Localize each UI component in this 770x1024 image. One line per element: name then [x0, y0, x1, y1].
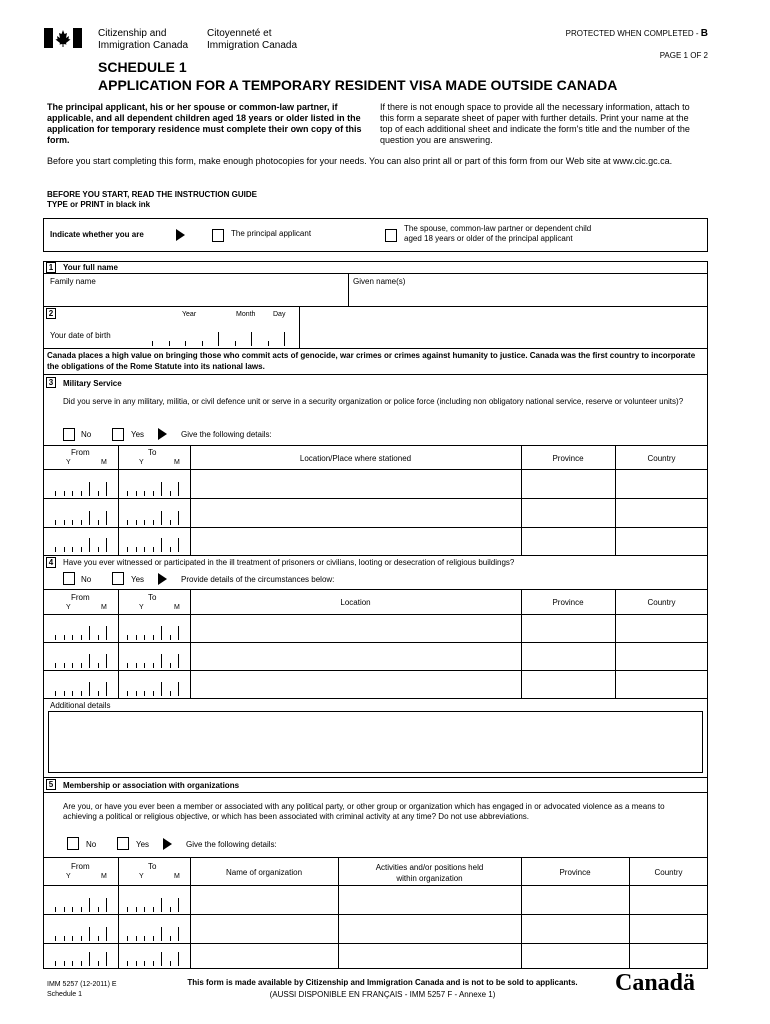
comb-tick: [64, 663, 65, 668]
given-name-label: Given name(s): [353, 277, 406, 286]
intro-left: The principal applicant, his or her spouse or common-law partner, if applicable, and all dependent children aged 18 years or older listed in the application for temporary residence must complete their own copy of this form.: [47, 102, 362, 145]
month-label: M: [174, 604, 180, 611]
province-header: Province: [559, 868, 591, 877]
comb-tick: [144, 520, 145, 525]
comb-tick: [161, 538, 162, 552]
comb-tick: [144, 663, 145, 668]
canada-wordmark: Canadä: [615, 970, 696, 996]
comb-tick: [136, 547, 137, 552]
year-label: Y: [139, 873, 144, 880]
comb-tick: [127, 907, 128, 912]
table-row[interactable]: [43, 528, 708, 554]
spouse-dependent-label: The spouse, common-law partner or dependent child aged 18 years or older of the principal applicant: [404, 224, 592, 243]
comb-tick: [153, 635, 154, 640]
comb-tick: [153, 520, 154, 525]
comb-tick: [72, 491, 73, 496]
principal-applicant-label: The principal applicant: [231, 229, 312, 238]
footer-notice: This form is made available by Citizenship and Immigration Canada and is not to be sold to applicants.: [187, 978, 578, 987]
from-label: From: [71, 448, 90, 457]
comb-tick: [72, 520, 73, 525]
comb-tick: [127, 936, 128, 941]
to-label: To: [148, 862, 157, 871]
q4-question: Have you ever witnessed or participated in the ill treatment of prisoners or civilians, looting or desecration of religious buildings?: [63, 558, 515, 567]
comb-tick: [136, 635, 137, 640]
q5-yes-checkbox[interactable]: [117, 837, 129, 850]
comb-tick: [55, 520, 56, 525]
comb-tick: [202, 341, 203, 346]
comb-tick: [170, 961, 171, 966]
month-label: M: [174, 873, 180, 880]
q5-label: Membership or association with organizations: [63, 781, 240, 790]
comb-tick: [136, 691, 137, 696]
comb-tick: [178, 927, 179, 941]
comb-tick: [170, 663, 171, 668]
arrow-icon: [163, 838, 172, 850]
comb-tick: [170, 691, 171, 696]
comb-tick: [106, 511, 107, 525]
comb-tick: [170, 520, 171, 525]
comb-tick: [89, 927, 90, 941]
location-header: Location/Place where stationed: [299, 454, 412, 463]
table-row[interactable]: [43, 915, 708, 943]
comb-tick: [127, 691, 128, 696]
comb-tick: [81, 691, 82, 696]
give-details-label: Give the following details:: [181, 430, 272, 439]
comb-tick: [136, 491, 137, 496]
question-number: 2: [46, 308, 56, 319]
principal-applicant-checkbox[interactable]: [212, 229, 224, 242]
q3-label: Military Service: [63, 379, 122, 388]
additional-details-field[interactable]: [48, 711, 703, 773]
day-label: Day: [273, 311, 286, 318]
comb-tick: [55, 961, 56, 966]
comb-tick: [98, 691, 99, 696]
additional-details-label: Additional details: [50, 701, 111, 710]
country-header: Country: [654, 868, 683, 877]
year-label: Y: [66, 873, 71, 880]
comb-tick: [178, 511, 179, 525]
comb-tick: [251, 332, 252, 346]
year-label: Y: [66, 604, 71, 611]
comb-tick: [144, 691, 145, 696]
table-row[interactable]: [43, 643, 708, 670]
comb-tick: [98, 907, 99, 912]
comb-tick: [153, 907, 154, 912]
comb-tick: [170, 907, 171, 912]
comb-tick: [98, 547, 99, 552]
comb-tick: [55, 491, 56, 496]
year-label: Y: [139, 604, 144, 611]
comb-tick: [161, 482, 162, 496]
q5-question: Are you, or have you ever been a member or associated with any political party, or other group or organization which has engaged in or advocated violence as a means to achieving a political or religious objective, or which has been associated with criminal activity at any time? Do not use abbreviations.: [63, 802, 665, 821]
month-label: Month: [236, 311, 256, 318]
arrow-icon: [176, 229, 185, 241]
comb-tick: [106, 952, 107, 966]
indicate-label: Indicate whether you are: [50, 230, 144, 239]
date-of-birth-field[interactable]: [150, 322, 295, 347]
comb-tick: [284, 332, 285, 346]
comb-tick: [89, 654, 90, 668]
form-title: APPLICATION FOR A TEMPORARY RESIDENT VISA MADE OUTSIDE CANADA: [98, 77, 618, 93]
month-label: M: [101, 604, 107, 611]
comb-tick: [106, 654, 107, 668]
read-guide: BEFORE YOU START, READ THE INSTRUCTION GUIDE: [47, 190, 257, 199]
comb-tick: [106, 538, 107, 552]
comb-tick: [64, 635, 65, 640]
comb-tick: [55, 907, 56, 912]
comb-tick: [98, 961, 99, 966]
comb-tick: [106, 927, 107, 941]
comb-tick: [64, 936, 65, 941]
from-label: From: [71, 862, 90, 871]
comb-tick: [72, 691, 73, 696]
canada-flag-icon: [44, 28, 82, 48]
comb-tick: [89, 538, 90, 552]
year-label: Y: [139, 459, 144, 466]
activities-header: Activities and/or positions held within organization: [375, 863, 484, 883]
comb-tick: [161, 511, 162, 525]
q4-yes-checkbox[interactable]: [112, 572, 124, 585]
country-header: Country: [647, 598, 676, 607]
comb-tick: [55, 691, 56, 696]
q3-no-checkbox[interactable]: [63, 428, 75, 441]
schedule-title: SCHEDULE 1: [98, 59, 187, 75]
table-row[interactable]: [43, 671, 708, 698]
q5-no-checkbox[interactable]: [67, 837, 79, 850]
comb-tick: [136, 936, 137, 941]
comb-tick: [55, 663, 56, 668]
month-label: M: [101, 873, 107, 880]
comb-tick: [98, 635, 99, 640]
comb-tick: [64, 520, 65, 525]
comb-tick: [72, 961, 73, 966]
comb-tick: [81, 635, 82, 640]
comb-tick: [72, 663, 73, 668]
year-label: Year: [182, 311, 197, 318]
q3-question: Did you serve in any military, militia, or civil defence unit or serve in a security organization or police force (including non obligatory national service, reserve or volunteer units)?: [63, 397, 684, 406]
family-name-field[interactable]: [50, 289, 344, 305]
comb-tick: [98, 663, 99, 668]
comb-tick: [106, 626, 107, 640]
comb-tick: [127, 491, 128, 496]
department-name-en: Citizenship and Immigration Canada: [98, 28, 189, 51]
yes-label: Yes: [136, 840, 150, 849]
form-number: IMM 5257 (12-2011) E Schedule 1: [47, 981, 117, 998]
yes-label: Yes: [131, 575, 145, 584]
comb-tick: [136, 520, 137, 525]
location-header: Location: [340, 598, 371, 607]
type-print: TYPE or PRINT in black ink: [47, 200, 151, 209]
comb-tick: [72, 907, 73, 912]
comb-tick: [98, 520, 99, 525]
no-label: No: [81, 575, 92, 584]
comb-tick: [170, 936, 171, 941]
no-label: No: [86, 840, 97, 849]
comb-tick: [64, 961, 65, 966]
comb-tick: [170, 491, 171, 496]
comb-tick: [127, 547, 128, 552]
comb-tick: [170, 547, 171, 552]
comb-tick: [161, 654, 162, 668]
comb-tick: [161, 952, 162, 966]
table-row[interactable]: [43, 615, 708, 642]
question-number: 1: [46, 262, 56, 273]
comb-tick: [64, 907, 65, 912]
comb-tick: [153, 491, 154, 496]
comb-tick: [268, 341, 269, 346]
comb-tick: [127, 520, 128, 525]
comb-tick: [178, 952, 179, 966]
table-row[interactable]: [43, 944, 708, 968]
comb-tick: [144, 936, 145, 941]
arrow-icon: [158, 573, 167, 585]
comb-tick: [72, 547, 73, 552]
comb-tick: [178, 482, 179, 496]
comb-tick: [98, 491, 99, 496]
comb-tick: [144, 547, 145, 552]
give-details-label: Give the following details:: [186, 840, 277, 849]
province-header: Province: [552, 454, 584, 463]
country-header: Country: [647, 454, 676, 463]
comb-tick: [81, 547, 82, 552]
to-label: To: [148, 448, 157, 457]
comb-tick: [178, 898, 179, 912]
comb-tick: [161, 682, 162, 696]
comb-tick: [235, 341, 236, 346]
comb-tick: [81, 491, 82, 496]
comb-tick: [161, 927, 162, 941]
comb-tick: [81, 936, 82, 941]
comb-tick: [153, 691, 154, 696]
rome-statute-statement: Canada places a high value on bringing those who commit acts of genocide, war crimes or crimes against humanity to justice. Canada was the first country to incorporate the obligations of the Rome Statute into its national laws.: [47, 351, 696, 371]
comb-tick: [161, 898, 162, 912]
from-label: From: [71, 593, 90, 602]
comb-tick: [127, 663, 128, 668]
comb-tick: [144, 961, 145, 966]
organization-header: Name of organization: [225, 868, 303, 877]
question-number: 4: [46, 557, 56, 568]
comb-tick: [218, 332, 219, 346]
given-name-field[interactable]: [353, 289, 703, 305]
comb-tick: [89, 511, 90, 525]
table-row[interactable]: [43, 499, 708, 527]
comb-tick: [89, 682, 90, 696]
comb-tick: [81, 520, 82, 525]
comb-tick: [81, 961, 82, 966]
question-number: 5: [46, 779, 56, 790]
comb-tick: [152, 341, 153, 346]
comb-tick: [72, 936, 73, 941]
comb-tick: [161, 626, 162, 640]
comb-tick: [169, 341, 170, 346]
year-label: Y: [66, 459, 71, 466]
protected-label: PROTECTED WHEN COMPLETED - B: [565, 28, 708, 39]
to-label: To: [148, 593, 157, 602]
comb-tick: [127, 961, 128, 966]
comb-tick: [55, 635, 56, 640]
comb-tick: [81, 663, 82, 668]
comb-tick: [64, 547, 65, 552]
comb-tick: [144, 907, 145, 912]
comb-tick: [178, 654, 179, 668]
comb-tick: [106, 482, 107, 496]
comb-tick: [98, 936, 99, 941]
comb-tick: [89, 952, 90, 966]
comb-tick: [89, 626, 90, 640]
comb-tick: [106, 682, 107, 696]
month-label: M: [101, 459, 107, 466]
comb-tick: [64, 691, 65, 696]
family-name-label: Family name: [50, 277, 96, 286]
comb-tick: [136, 907, 137, 912]
comb-tick: [153, 961, 154, 966]
month-label: M: [174, 459, 180, 466]
comb-tick: [185, 341, 186, 346]
yes-label: Yes: [131, 430, 145, 439]
comb-tick: [72, 635, 73, 640]
q4-no-checkbox[interactable]: [63, 572, 75, 585]
comb-tick: [178, 538, 179, 552]
comb-tick: [89, 898, 90, 912]
no-label: No: [81, 430, 92, 439]
comb-tick: [153, 936, 154, 941]
comb-tick: [153, 547, 154, 552]
comb-tick: [89, 482, 90, 496]
spouse-dependent-checkbox[interactable]: [385, 229, 397, 242]
comb-tick: [64, 491, 65, 496]
comb-tick: [153, 663, 154, 668]
comb-tick: [144, 635, 145, 640]
dob-label: Your date of birth: [50, 331, 111, 340]
arrow-icon: [158, 428, 167, 440]
comb-tick: [170, 635, 171, 640]
question-number: 3: [46, 377, 56, 388]
comb-tick: [106, 898, 107, 912]
q3-yes-checkbox[interactable]: [112, 428, 124, 441]
q1-label: Your full name: [63, 263, 118, 272]
comb-tick: [127, 635, 128, 640]
photocopy-note: Before you start completing this form, make enough photocopies for your needs. You can also print all or part of this form from our Web site at www.cic.gc.ca.: [47, 156, 673, 166]
comb-tick: [178, 682, 179, 696]
comb-tick: [136, 663, 137, 668]
department-name-fr: Citoyenneté et Immigration Canada: [207, 28, 298, 51]
province-header: Province: [552, 598, 584, 607]
comb-tick: [178, 626, 179, 640]
comb-tick: [55, 936, 56, 941]
table-row[interactable]: [43, 470, 708, 498]
page-number: PAGE 1 OF 2: [659, 51, 708, 60]
comb-tick: [55, 547, 56, 552]
comb-tick: [136, 961, 137, 966]
intro-right: If there is not enough space to provide all the necessary information, attach to this form a separate sheet of paper with further details. Print your name at the top of each additional sheet and indicate the form's title and the number of the question you are answering.: [380, 102, 690, 145]
provide-details-label: Provide details of the circumstances below:: [181, 575, 335, 584]
table-row[interactable]: [43, 886, 708, 914]
comb-tick: [81, 907, 82, 912]
footer-french-note: (AUSSI DISPONIBLE EN FRANÇAIS - IMM 5257 F - Annexe 1): [269, 990, 496, 999]
comb-tick: [144, 491, 145, 496]
